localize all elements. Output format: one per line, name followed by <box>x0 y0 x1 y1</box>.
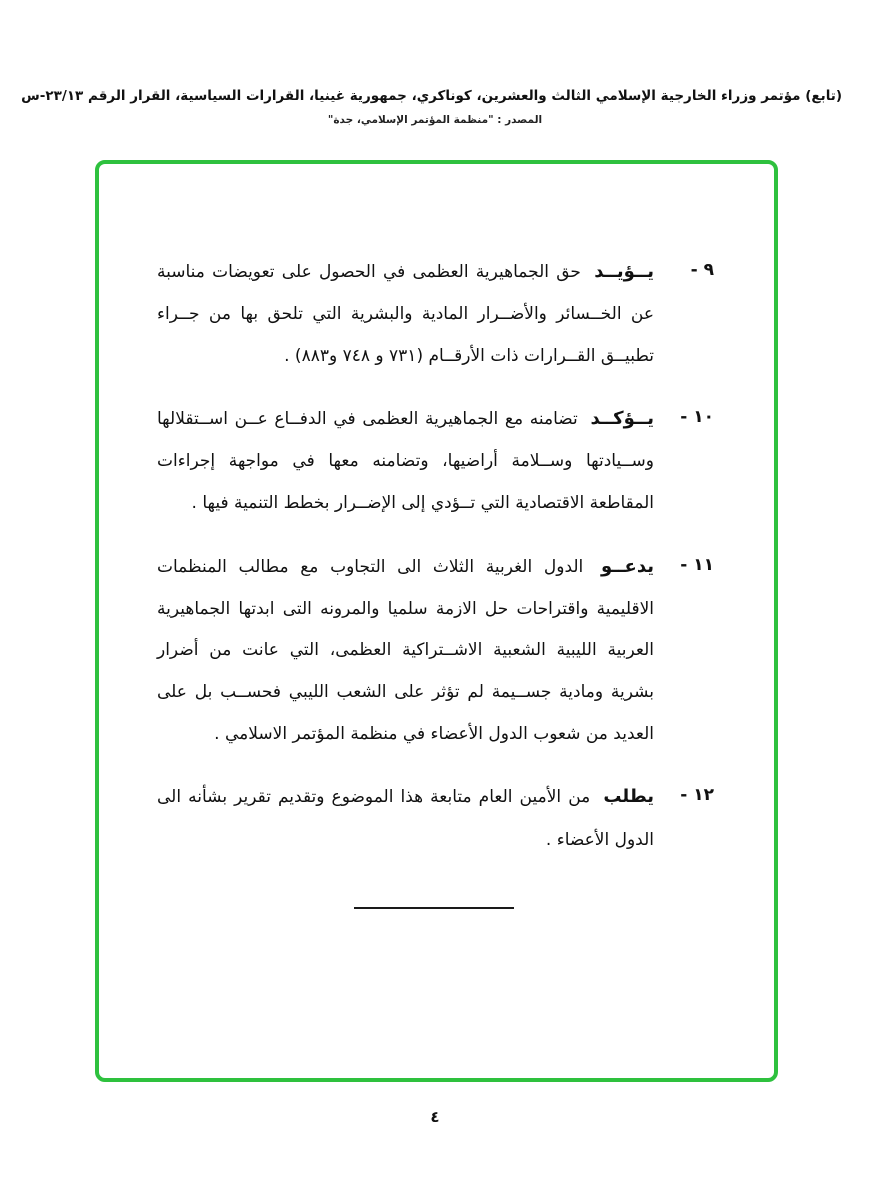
item-number: ٩ - <box>690 260 714 280</box>
item-text: الدول الغربية الثلاث الى التجاوب مع مطالب المنظمات الاقليمية واقتراحات حل الازمة سلميا والمرونه التى ابدتها الجماهيرية العربية الليبية الشعبية الاشــتراكية العظمى، التي عانت من أضرار بشرية ومادية جســيمة لم تؤثر على الشعب الليبي فحســب بل على العديد من شعوب الدول الأعضاء في منظمة المؤتمر الاسلامي . <box>157 556 654 744</box>
document-frame <box>95 160 778 1082</box>
document-body <box>99 164 774 1078</box>
resolution-item <box>157 545 714 756</box>
item-number: ١٢ - <box>680 785 714 806</box>
item-text: من الأمين العام متابعة هذا الموضوع وتقديم تقرير بشأنه الى الدول الأعضاء . <box>157 787 654 850</box>
header-line2: المصدر : "منظمة المؤتمر الإسلامي، جدة" <box>327 113 543 126</box>
header <box>0 86 870 126</box>
separator-line <box>354 907 514 909</box>
item-keyword: يــؤكــد <box>590 408 654 430</box>
resolution-item <box>157 250 714 377</box>
header-line1: (تابع) مؤتمر وزراء الخارجية الإسلامي الثالث والعشرين، كوناكري، جمهورية غينيا، القرارات السياسية، القرار الرقم ٢٣/١٣-س <box>21 88 842 104</box>
item-number: ١١ - <box>680 554 714 575</box>
item-number: ١٠ - <box>680 407 714 428</box>
item-keyword: يطلب <box>603 786 655 808</box>
item-keyword: يــؤيــد <box>594 261 654 282</box>
item-text: تضامنه مع الجماهيرية العظمى في الدفــاع عــن اســتقلالها وســيادتها وســلامة أراضيها، وتضامنه معها في مواجهة إجراءات المقاطعة الاقتصادية التي تــؤدي إلى الإضــرار بخطط التنمية فيها . <box>157 409 654 514</box>
item-keyword: يدعــو <box>600 555 654 577</box>
page-number: ٤ <box>430 1108 440 1126</box>
item-text: حق الجماهيرية العظمى في الحصول على تعويضات مناسبة عن الخــسائر والأضــرار المادية والبشرية التي تلحق بها من جــراء تطبيــق القــرارات ذات الأرقــام (٧٣١ و ٧٤٨ و٨٨٣) . <box>157 262 654 366</box>
resolution-item <box>157 397 714 524</box>
resolution-item <box>157 775 714 861</box>
